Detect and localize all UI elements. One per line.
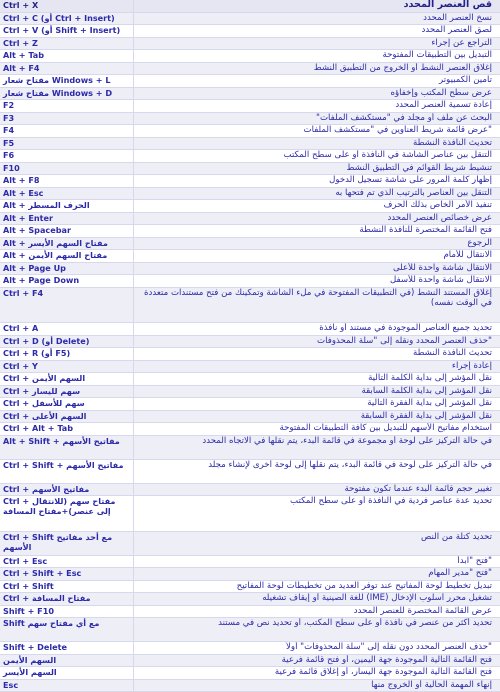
shortcut-description: تحديد كتلة من النص: [421, 531, 492, 542]
table-row: [0, 556, 500, 569]
shortcut-description: تحديث النافذة النشطة: [412, 348, 492, 358]
shortcut-keys: Ctrl + F4: [0, 288, 134, 323]
table-row: [0, 200, 500, 213]
shortcut-keys: Alt + Page Down: [0, 275, 134, 287]
table-row: [0, 642, 500, 655]
table-row: [0, 50, 500, 63]
shortcut-keys: F2: [0, 100, 134, 112]
table-row: [0, 348, 500, 361]
shortcut-description: إنهاء المهمة الحالية أو الخروج منها: [371, 679, 492, 690]
shortcut-description: "فتح "ابدأ: [457, 555, 492, 566]
shortcut-keys: Ctrl + السهم الأيمن: [0, 373, 134, 385]
shortcut-keys: Shift مع أي مفتاح سهم: [0, 618, 134, 641]
table-row: [0, 373, 500, 386]
shortcut-keys: Ctrl + V (أو Shift + Insert): [0, 25, 134, 37]
table-row: [0, 275, 500, 288]
table-row: [0, 568, 500, 581]
shortcut-description: في حالة التركيز على لوحة في قائمة البدء، يتم نقلها إلى لوحة أخرى لإنشاء مجلد: [208, 459, 492, 470]
table-row: [0, 288, 500, 324]
table-row: [0, 593, 500, 606]
shortcut-description: فتح القائمة المختصرة للنافذة النشطة: [359, 225, 492, 235]
shortcut-description: لصق العنصر المحدد: [421, 25, 492, 35]
shortcut-description: "حذف العنصر المحدد دون نقله إلى "سلة المحذوفات" أولاً: [286, 642, 492, 652]
table-row: [0, 175, 500, 188]
shortcut-keys: Ctrl + Y: [0, 361, 134, 373]
table-row: [0, 336, 500, 349]
table-row: [0, 213, 500, 226]
shortcut-description: الانتقال شاشة واحدة للأسفل: [390, 275, 492, 285]
shortcut-description: تحديد جميع العناصر الموجودة في مستند أو نافذة: [319, 323, 492, 333]
shortcut-keys: Shift + Delete: [0, 642, 134, 654]
shortcut-description: الانتقال للأمام: [443, 250, 492, 260]
table-row: [0, 667, 500, 680]
shortcut-description: تنشيط شريط القوائم في التطبيق النشط: [346, 162, 492, 173]
shortcut-keys: F3: [0, 113, 134, 125]
shortcut-description: التنقل بين عناصر الشاشة في النافذة أو على سطح المكتب: [283, 150, 492, 160]
shortcut-description: تنفيذ الأمر الخاص بذلك الحرف: [383, 200, 492, 210]
table-row: [0, 100, 500, 113]
shortcut-description: إغلاق العنصر النشط أو الخروج من التطبيق النشط: [313, 62, 492, 73]
shortcut-keys: Ctrl + C (أو Ctrl + Insert): [0, 13, 134, 25]
shortcut-description: فتح القائمة التالية الموجودة جهة اليسار، أو إغلاق قائمة فرعية: [274, 667, 492, 677]
shortcut-description: البحث عن ملف أو مجلد في "مستكشف الملفات": [316, 112, 492, 123]
table-row: [0, 680, 500, 692]
table-row: [0, 75, 500, 88]
shortcut-keys: Alt + مفتاح السهم الأيمن: [0, 250, 134, 262]
shortcut-keys: Alt + مفتاح السهم الأيسر: [0, 238, 134, 250]
table-row: [0, 113, 500, 126]
shortcut-description: التبديل بين التطبيقات المفتوحة: [382, 50, 492, 60]
table-row: [0, 125, 500, 138]
shortcut-description: تشغيل محرر أسلوب الإدخال (IME) للغة الصينية أو إيقاف تشغيله: [262, 593, 492, 603]
shortcut-description: تحديث النافذة النشطة: [412, 137, 492, 148]
table-row: [0, 138, 500, 151]
shortcut-keys: F10: [0, 163, 134, 175]
shortcut-description: تبديل تخطيط لوحة المفاتيح عند توفر العديد من تخطيطات لوحة المفاتيح: [236, 580, 492, 591]
shortcut-keys: مفتاح شعار Windows + D: [0, 88, 134, 100]
table-header-row: [0, 0, 500, 13]
shortcut-keys: Ctrl + R (أو F5): [0, 348, 134, 360]
shortcut-keys: السهم الأيمن: [0, 655, 134, 667]
shortcut-description: إظهار كلمة المرور على شاشة تسجيل الدخول: [329, 175, 492, 185]
table-row: [0, 606, 500, 619]
shortcut-description: الانتقال شاشة واحدة للأعلى: [392, 262, 492, 273]
shortcut-description: عرض سطح المكتب وإخفاؤه: [390, 87, 492, 98]
shortcut-keys: Alt + Shift + مفاتيح الأسهم: [0, 436, 134, 459]
shortcut-keys: Ctrl + سهم للأسفل: [0, 398, 134, 410]
shortcut-description: نقل المؤشر إلى بداية الفقرة التالية: [367, 398, 492, 408]
table-row: [0, 63, 500, 76]
table-row: [0, 323, 500, 336]
shortcut-description: في حالة التركيز على لوحة أو مجموعة في قائمة البدء، يتم نقلها في الاتجاه المحدد: [202, 435, 492, 446]
shortcut-description: تأمين الكمبيوتر: [439, 75, 492, 85]
shortcut-description: نقل المؤشر إلى بداية الكلمة التالية: [368, 373, 492, 383]
shortcut-keys: Ctrl + Z: [0, 38, 134, 50]
shortcut-keys: Ctrl + Shift: [0, 581, 134, 593]
shortcut-keys: Ctrl + Shift + مفاتيح الأسهم: [0, 460, 134, 483]
shortcut-keys: Ctrl + مفتاح سهم (للانتقال إلى عنصر)+مفتاح المسافة: [0, 496, 134, 531]
shortcut-keys: F6: [0, 150, 134, 162]
table-row: [0, 88, 500, 101]
shortcut-keys: Esc: [0, 680, 134, 692]
shortcut-description: التراجع عن إجراء: [431, 37, 492, 48]
shortcut-description: إعادة تسمية العنصر المحدد: [395, 100, 492, 110]
shortcut-keys: Ctrl + مفاتيح الأسهم: [0, 484, 134, 496]
table-row: [0, 361, 500, 374]
table-row: [0, 163, 500, 176]
shortcut-keys: Ctrl + Alt + Tab: [0, 423, 134, 435]
shortcut-keys: Ctrl + Esc: [0, 556, 134, 568]
table-row: [0, 188, 500, 201]
table-row: [0, 398, 500, 411]
shortcut-keys: Alt + Tab: [0, 50, 134, 62]
shortcut-description: "عرض قائمة شريط العناوين في "مستكشف الملفات: [303, 125, 492, 135]
table-row: [0, 263, 500, 276]
table-row: [0, 25, 500, 38]
table-row: [0, 423, 500, 436]
table-row: [0, 38, 500, 51]
shortcut-description: إعادة إجراء: [451, 360, 492, 371]
table-row: [0, 13, 500, 26]
table-row: [0, 238, 500, 251]
shortcut-keys: السهم الأيسر: [0, 667, 134, 679]
shortcut-description: عرض القائمة المختصرة للعنصر المحدد: [353, 605, 492, 616]
shortcut-description: نقل المؤشر إلى بداية الفقرة السابقة: [360, 410, 492, 421]
shortcut-keys: F5: [0, 138, 134, 150]
shortcut-description: نسخ العنصر المحدد: [423, 12, 492, 23]
table-row: [0, 436, 500, 460]
shortcut-keys: Alt + F8: [0, 175, 134, 187]
shortcut-keys: Ctrl + مفتاح المسافة: [0, 593, 134, 605]
table-row: [0, 655, 500, 668]
shortcut-description: "حذف العنصر المحدد ونقله إلى "سلة المحذوفات: [317, 335, 492, 346]
shortcut-description: نقل المؤشر إلى بداية الكلمة السابقة: [361, 385, 492, 396]
shortcut-description: "فتح "مدير المهام: [428, 568, 492, 578]
shortcut-description: إغلاق المستند النشط (في التطبيقات المفتوحة في ملء الشاشة وتمكينك من فتح مستندات متعددة في الوقت نفسه): [144, 287, 492, 308]
shortcut-keys: Alt + Spacebar: [0, 225, 134, 237]
shortcut-description: فتح القائمة التالية الموجودة جهة اليمين، أو فتح قائمة فرعية: [281, 654, 492, 665]
shortcut-description: قص العنصر المحدد: [403, 0, 492, 10]
table-row: [0, 250, 500, 263]
table-row: [0, 532, 500, 556]
shortcut-keys: Ctrl + السهم الأعلى: [0, 411, 134, 423]
shortcut-keys: Alt + الحرف المسطر: [0, 200, 134, 212]
table-row: [0, 581, 500, 594]
shortcut-description: تغيير حجم قائمة البدء عندما تكون مفتوحة: [344, 483, 492, 494]
shortcut-description: عرض خصائص العنصر المحدد: [387, 212, 492, 223]
shortcut-description: التنقل بين العناصر بالترتيب الذي تم فتحها به: [335, 187, 492, 198]
table-row: [0, 484, 500, 497]
shortcut-keys: Ctrl + Shift + Esc: [0, 568, 134, 580]
table-row: [0, 150, 500, 163]
shortcut-keys: Ctrl + X: [0, 0, 134, 12]
table-row: [0, 496, 500, 532]
table-row: [0, 225, 500, 238]
shortcut-keys: Alt + Page Up: [0, 263, 134, 275]
shortcut-keys: مفتاح شعار Windows + L: [0, 75, 134, 87]
shortcut-keys: Alt + F4: [0, 63, 134, 75]
shortcut-keys: Ctrl + Shift مع أحد مفاتيح الأسهم: [0, 532, 134, 555]
shortcut-keys: Ctrl + D (أو Delete): [0, 336, 134, 348]
shortcut-description: تحديد عدة عناصر فردية في النافذة أو على سطح المكتب: [290, 496, 492, 506]
shortcut-description: استخدام مفاتيح الأسهم للتبديل بين كافة التطبيقات المفتوحة: [279, 423, 492, 433]
table-row: [0, 460, 500, 484]
shortcut-description: تحديد أكثر من عنصر في نافذة أو على سطح المكتب، أو تحديد نص في مستند: [218, 618, 492, 628]
shortcut-keys: Ctrl + A: [0, 323, 134, 335]
shortcut-keys: Ctrl + سهم لليسار: [0, 386, 134, 398]
table-row: [0, 411, 500, 424]
shortcut-description: الرجوع: [467, 237, 492, 248]
shortcut-keys: Shift + F10: [0, 606, 134, 618]
shortcut-keys: Alt + Esc: [0, 188, 134, 200]
table-row: [0, 386, 500, 399]
table-row: [0, 618, 500, 642]
shortcut-keys: F4: [0, 125, 134, 137]
shortcut-keys: Alt + Enter: [0, 213, 134, 225]
